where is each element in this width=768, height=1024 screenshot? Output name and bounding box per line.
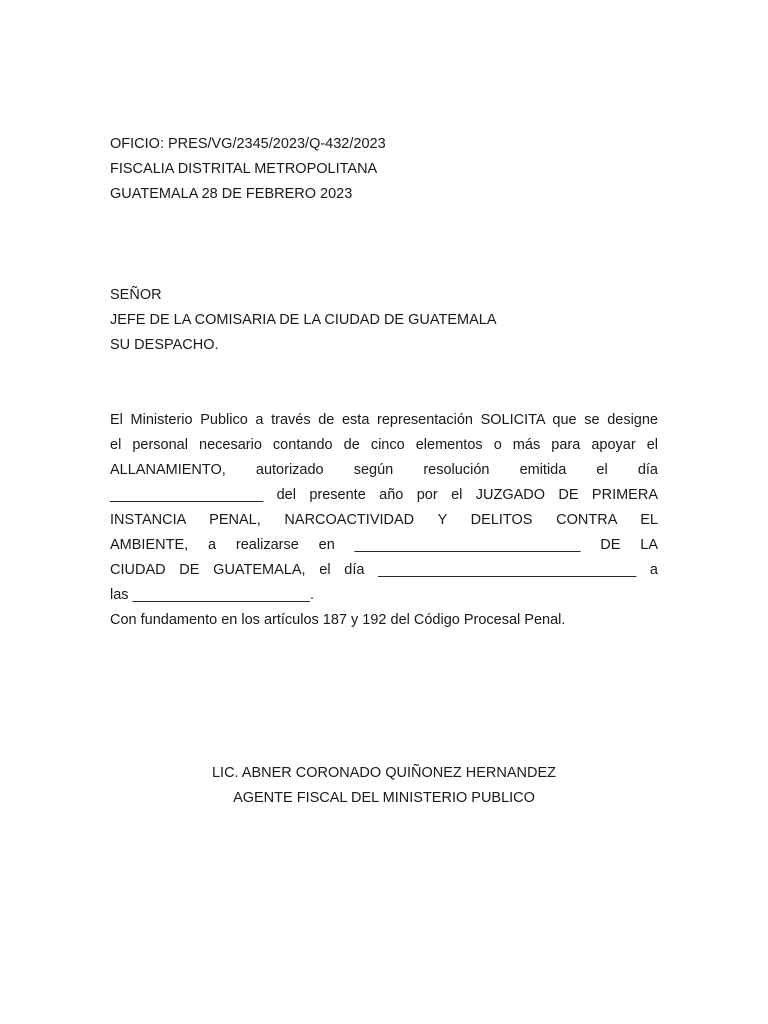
fiscalia-name: FISCALIA DISTRITAL METROPOLITANA bbox=[110, 161, 378, 177]
salutation: SEÑOR bbox=[110, 287, 162, 303]
addressee-closing: SU DESPACHO. bbox=[110, 337, 219, 353]
signatory-name: LIC. ABNER CORONADO QUIÑONEZ HERNANDEZ bbox=[211, 765, 556, 781]
letter-header bbox=[110, 132, 658, 207]
legal-basis: Con fundamento en los artículos 187 y 192 del Código Procesal Penal. bbox=[110, 612, 566, 628]
body-line: AMBIENTE, a realizarse en ____________________________ DE LA bbox=[110, 537, 658, 553]
body-line: ___________________ del presente año por el JUZGADO DE PRIMERA bbox=[110, 487, 658, 503]
body-line: ALLANAMIENTO, autorizado según resolución emitida el día bbox=[110, 462, 658, 478]
body-line: el personal necesario contando de cinco elementos o más para apoyar el bbox=[110, 437, 658, 453]
body-line: El Ministerio Publico a través de esta representación SOLICITA que se designe bbox=[110, 412, 658, 428]
letter-date: GUATEMALA 28 DE FEBRERO 2023 bbox=[110, 186, 353, 202]
letter-body bbox=[110, 408, 658, 633]
signatory-title: AGENTE FISCAL DEL MINISTERIO PUBLICO bbox=[233, 790, 535, 806]
body-last-line: las ______________________. bbox=[110, 587, 315, 603]
signature-block bbox=[110, 761, 658, 811]
body-line: INSTANCIA PENAL, NARCOACTIVIDAD Y DELITOS CONTRA EL bbox=[110, 512, 658, 528]
oficio-reference: OFICIO: PRES/VG/2345/2023/Q-432/2023 bbox=[110, 136, 386, 152]
recipient: JEFE DE LA COMISARIA DE LA CIUDAD DE GUATEMALA bbox=[110, 312, 497, 328]
letter-addressee bbox=[110, 283, 658, 358]
body-line: CIUDAD DE GUATEMALA, el día ________________________________ a bbox=[110, 562, 658, 578]
